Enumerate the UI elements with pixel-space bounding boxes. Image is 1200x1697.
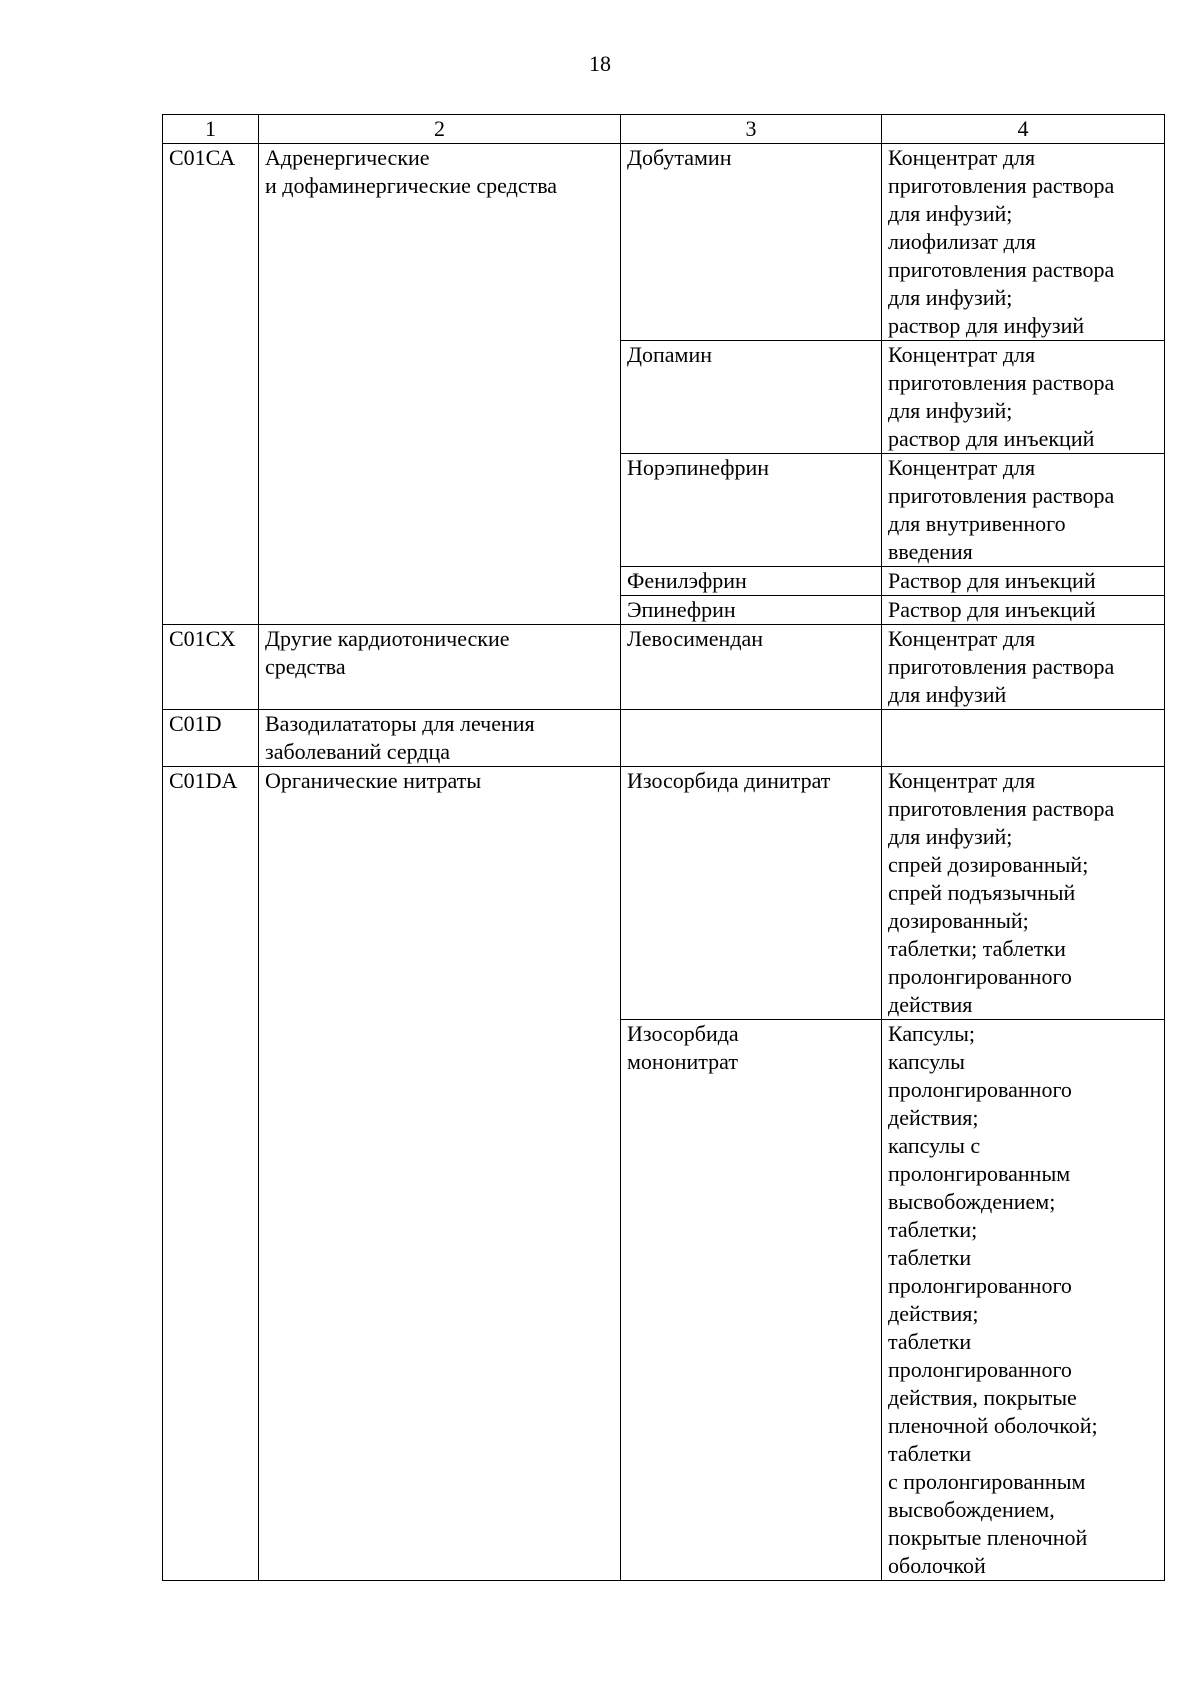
drug-name-cell: [621, 1020, 882, 1581]
drug-name-cell: [621, 710, 882, 767]
group-name: Органические нитраты: [265, 768, 482, 793]
dosage-forms-cell: [882, 767, 1165, 1020]
drug-name: Фенилэфрин: [627, 568, 747, 593]
drug-name-cell: [621, 625, 882, 710]
table-row: [163, 710, 1165, 767]
group-name: Другие кардиотонические средства: [265, 626, 510, 679]
column-header-4: 4: [882, 115, 1165, 144]
drug-name-cell: [621, 454, 882, 567]
column-header-2: 2: [259, 115, 621, 144]
dosage-forms-cell: [882, 1020, 1165, 1581]
atc-code: С01СА: [169, 145, 236, 170]
dosage-forms-cell: [882, 144, 1165, 341]
drug-name: Добутамин: [627, 145, 732, 170]
dosage-forms: Концентрат для приготовления раствора для инфузий; лиофилизат для приготовления раствора для инфузий; раствор для инфузий: [888, 145, 1115, 338]
dosage-forms: Капсулы; капсулы пролонгированного действия; капсулы с пролонгированным высвобождением; таблетки; таблетки пролонгированного действия; таблетки пролонгированного действия, покрытые пленочной оболочкой; таблетки с пролонгированным высвобождением, покрытые пленочной оболочкой: [888, 1021, 1098, 1578]
atc-code: С01DA: [169, 768, 238, 793]
group-name-cell: [259, 710, 621, 767]
group-name: Адренергические и дофаминергические средства: [265, 145, 558, 198]
group-name-cell: [259, 767, 621, 1581]
drug-name: Левосимендан: [627, 626, 764, 651]
dosage-forms-cell: [882, 341, 1165, 454]
drug-name-cell: [621, 341, 882, 454]
dosage-forms: Концентрат для приготовления раствора для внутривенного введения: [888, 455, 1115, 564]
group-name-cell: [259, 144, 621, 625]
dosage-forms-cell: [882, 710, 1165, 767]
dosage-forms: Раствор для инъекций: [888, 568, 1096, 593]
dosage-forms-cell: [882, 596, 1165, 625]
drug-name: Допамин: [627, 342, 713, 367]
header-row: [163, 115, 1165, 144]
page-number: 18: [589, 51, 611, 76]
dosage-forms: Раствор для инъекций: [888, 597, 1096, 622]
dosage-forms: Концентрат для приготовления раствора для инфузий; раствор для инъекций: [888, 342, 1115, 451]
drug-table: [162, 114, 1165, 1581]
dosage-forms: Концентрат для приготовления раствора для инфузий; спрей дозированный; спрей подъязычный дозированный; таблетки; таблетки пролонгированного действия: [888, 768, 1115, 1017]
group-name-cell: [259, 625, 621, 710]
drug-name: Эпинефрин: [627, 597, 736, 622]
atc-code-cell: [163, 767, 259, 1581]
group-name: Вазодилататоры для лечения заболеваний сердца: [265, 711, 535, 764]
column-header-1: 1: [163, 115, 259, 144]
drug-name: Изосорбида динитрат: [627, 768, 831, 793]
column-header-3: 3: [621, 115, 882, 144]
drug-name-cell: [621, 767, 882, 1020]
dosage-forms: Концентрат для приготовления раствора для инфузий: [888, 626, 1115, 707]
dosage-forms-cell: [882, 567, 1165, 596]
drug-name-cell: [621, 596, 882, 625]
atc-code: С01D: [169, 711, 222, 736]
table-row: [163, 625, 1165, 710]
atc-code: С01СХ: [169, 626, 236, 651]
drug-name: Норэпинефрин: [627, 455, 770, 480]
atc-code-cell: [163, 710, 259, 767]
atc-code-cell: [163, 625, 259, 710]
table-row: [163, 144, 1165, 341]
drug-name-cell: [621, 567, 882, 596]
drug-name-cell: [621, 144, 882, 341]
dosage-forms-cell: [882, 454, 1165, 567]
drug-name: Изосорбида мононитрат: [627, 1021, 739, 1074]
table-row: [163, 767, 1165, 1020]
atc-code-cell: [163, 144, 259, 625]
dosage-forms-cell: [882, 625, 1165, 710]
